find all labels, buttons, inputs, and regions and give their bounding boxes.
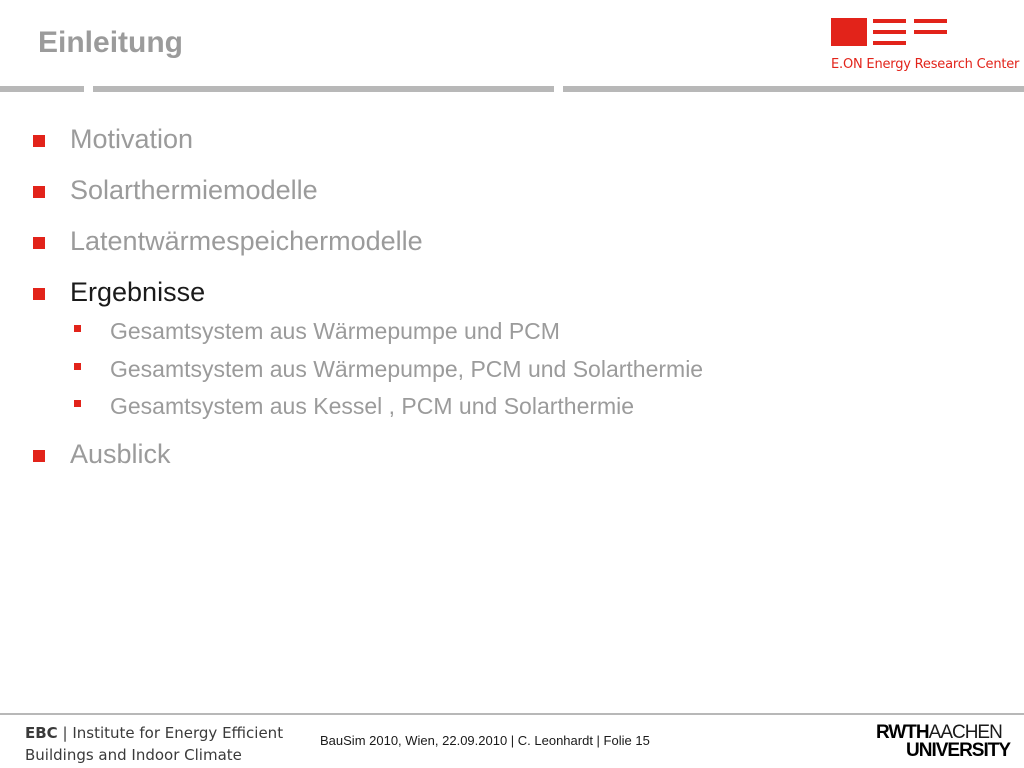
outline-subitem: Gesamtsystem aus Wärmepumpe und PCM [110, 318, 560, 344]
rwth-logo-university: UNIVERSITY [906, 740, 1011, 761]
outline-item-ergebnisse: Ergebnisse [70, 277, 206, 307]
bullet-square-icon [33, 237, 45, 249]
bullet-square-icon [33, 186, 45, 198]
header-divider [93, 86, 554, 92]
sub-bullet-square-icon [74, 325, 81, 332]
ebc-abbr: EBC [25, 724, 58, 742]
outline-subitem: Gesamtsystem aus Kessel , PCM und Solarthermie [110, 393, 635, 419]
rwth-logo [876, 724, 1010, 760]
outline-item-solarthermiemodelle: Solarthermiemodelle [70, 175, 318, 205]
footer-divider [0, 713, 1024, 715]
outline-item-motivation: Motivation [70, 124, 194, 154]
ebc-separator: | [62, 724, 68, 742]
outline-subitem: Gesamtsystem aus Wärmepumpe, PCM und Solarthermie [110, 356, 704, 382]
outline-item-ausblick: Ausblick [70, 439, 171, 469]
bullet-square-icon [33, 450, 45, 462]
header-divider [0, 86, 84, 92]
sub-bullet-square-icon [74, 400, 81, 407]
bullet-square-icon [33, 288, 45, 300]
header-divider [563, 86, 1024, 92]
sub-bullet-square-icon [74, 363, 81, 370]
rwth-logo-aachen: AACHEN [928, 722, 1002, 743]
outline-item-latentwaermespeichermodelle: Latentwärmespeichermodelle [70, 226, 423, 256]
ebc-institute-logo [25, 722, 283, 766]
ebc-name-part1: Institute for Energy Efficient [72, 724, 284, 742]
footer-slide-info: BauSim 2010, Wien, 22.09.2010 | C. Leonhardt | Folie 15 [320, 733, 650, 748]
bullet-square-icon [33, 135, 45, 147]
slide-title: Einleitung [38, 26, 183, 59]
rwth-logo-rwth: RWTH [876, 722, 929, 743]
ebc-line-1 [25, 722, 283, 744]
eon-logo-text: E.ON Energy Research Center [831, 57, 1020, 72]
ebc-line-2: Buildings and Indoor Climate [25, 746, 242, 764]
